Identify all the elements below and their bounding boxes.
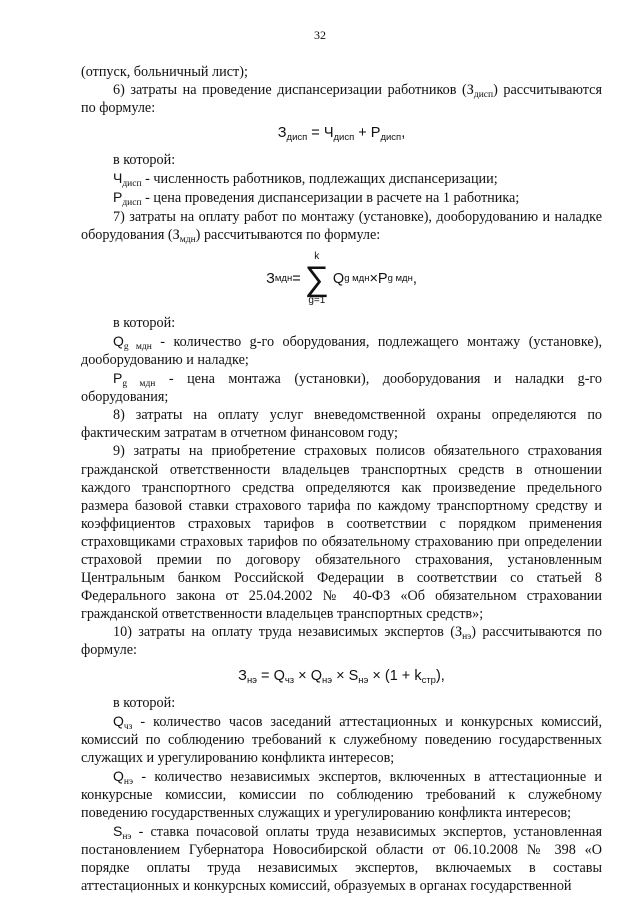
formula-punct: ),	[435, 667, 445, 684]
definition-item	[81, 712, 602, 767]
formula-experts	[81, 664, 602, 688]
formula-subscript: дисп	[333, 132, 355, 144]
where-label	[81, 151, 602, 169]
text: - количество независимых экспертов, включенных в аттестационные и конкурсные комиссии, комиссии по соблюдению требований к служебному поведению государственных служащих и урегулированию конфликта интересов;	[81, 768, 602, 822]
formula-symbol: З	[238, 667, 247, 684]
definition-item	[81, 822, 602, 895]
text: - количество g-го оборудования, подлежащего монтажу (установке), дооборудованию и наладке;	[81, 333, 602, 368]
variable: Q	[113, 767, 124, 784]
variable: P	[113, 370, 123, 387]
paragraph-item-7	[81, 208, 602, 244]
definition-item	[81, 767, 602, 822]
text: - цена проведения диспансеризации в расчете на 1 работника;	[141, 190, 520, 207]
paragraph-item-8	[81, 406, 602, 442]
formula-symbol: Q	[310, 667, 322, 684]
formula-punct: ,	[401, 125, 406, 142]
formula-operator: =	[307, 125, 324, 142]
formula-symbol: S	[348, 667, 359, 684]
formula-symbol: Q	[332, 270, 345, 287]
formula-operator: × (1 +	[368, 667, 415, 684]
formula-subscript: нэ	[246, 674, 258, 686]
variable: Q	[113, 712, 124, 729]
text: в которой:	[113, 314, 176, 331]
text: - цена монтажа (установки), дооборудования и наладки g-го оборудования;	[81, 371, 602, 406]
formula-subscript: дисп	[380, 132, 402, 144]
formula-subscript: стр	[421, 674, 436, 686]
variable: S	[113, 823, 123, 840]
formula-symbol: З	[277, 125, 287, 142]
sum-lower-limit: g=1	[308, 294, 326, 306]
formula-operator: ×	[294, 667, 311, 684]
subscript: мдн	[179, 234, 196, 245]
subscript: дисп	[473, 90, 494, 101]
subscript: дисп	[122, 198, 142, 209]
formula-symbol: З	[266, 270, 275, 287]
formula-punct: ,	[412, 270, 417, 287]
formula-operator: +	[354, 125, 371, 142]
text: в которой:	[113, 694, 176, 711]
definition-item	[81, 369, 602, 406]
definition-item	[81, 332, 602, 369]
text: 8) затраты на оплату услуг вневедомственной охраны определяются по фактическим затратам в отчетном финансовом году;	[81, 407, 602, 442]
formula-symbol: k	[414, 667, 422, 684]
formula-subscript: дисп	[286, 132, 308, 144]
subscript: g мдн	[122, 379, 156, 390]
subscript: g мдн	[123, 341, 152, 352]
variable: Р	[113, 189, 123, 206]
formula-subscript: нэ	[321, 674, 333, 686]
subscript: нэ	[123, 776, 134, 787]
formula-operator: =	[257, 667, 274, 684]
formula-symbol: Ч	[323, 125, 334, 142]
sum-sign	[305, 252, 329, 306]
formula-symbol: P	[377, 270, 388, 287]
subscript: нэ	[462, 632, 472, 643]
sigma-icon: ∑	[304, 259, 329, 298]
document-body	[81, 63, 602, 896]
variable: Q	[113, 332, 124, 349]
definition-item	[81, 169, 602, 188]
formula-dispanser	[81, 121, 602, 145]
formula-subscript: чз	[284, 674, 295, 686]
sum-upper-limit: k	[314, 250, 320, 262]
text: (отпуск, больничный лист);	[81, 64, 248, 80]
subscript: нэ	[122, 832, 132, 843]
paragraph-item-9	[81, 442, 602, 623]
text: - количество часов заседаний аттестационных и конкурсных комиссий, комиссий по соблюдению требований к служебному поведению государственных служащих и урегулированию конфликта интересов;	[81, 713, 602, 766]
where-label	[81, 694, 602, 712]
definition-item	[81, 188, 602, 207]
formula-operator: ×	[369, 270, 378, 287]
paragraph-continuation	[81, 63, 602, 81]
text: 9) затраты на приобретение страховых полисов обязательного страхования гражданской ответственности владельцев транспортных средств в отношении каждого транспортного средства определяются как произведение предельного размера базовой ставки страхового тарифа по каждому транспортному средству и коэффициентов страховых тарифов в соответствии с порядком применения страховщиками страховых тарифов по обязательному страхованию при определении страховой премии по договору обязательного страхования, установленным Центральным банком Российской Федерации в соответствии со статьей 8 Федерального закона от 25.04.2002 № 40-ФЗ «Об обязательном страховании гражданской ответственности владельцев транспортных средств»;	[81, 443, 602, 623]
text: 10) затраты на оплату труда независимых экспертов (З	[113, 624, 463, 641]
formula-symbol: Q	[273, 667, 285, 684]
paragraph-item-10	[81, 623, 602, 659]
paragraph-item-6	[81, 81, 602, 117]
text: - ставка почасовой оплаты труда независимых экспертов, установленная постановлением Губернатора Новосибирской области от 06.10.2008 № 398 «О порядке оплаты труда независимых экспертов, включаемых в составы аттестационных и конкурсных комиссий, образуемых в органах государственной	[81, 824, 602, 895]
text: в которой:	[113, 152, 176, 169]
variable: Ч	[113, 170, 123, 187]
formula-subscript: нэ	[358, 674, 369, 686]
subscript: чз	[123, 721, 133, 732]
text: 7) затраты на оплату работ по монтажу (установке), дооборудованию и наладке оборудования (З	[81, 208, 602, 243]
where-label	[81, 314, 602, 332]
page-number: 32	[314, 28, 326, 42]
text: ) рассчитываются по формуле:	[81, 624, 602, 659]
text: ) рассчитываются по формуле:	[81, 82, 602, 117]
text: 6) затраты на проведение диспансеризации работников (З	[113, 82, 474, 99]
text: - численность работников, подлежащих диспансеризации;	[141, 171, 498, 188]
subscript: дисп	[122, 179, 142, 190]
formula-symbol: Р	[370, 125, 381, 142]
formula-montage: З мдн = k ∑ g=1 Q g мдн × P g мдн ,	[266, 250, 417, 306]
formula-operator: =	[292, 270, 301, 287]
formula-operator: ×	[332, 667, 349, 684]
text: ) рассчитываются по формуле:	[195, 226, 381, 243]
